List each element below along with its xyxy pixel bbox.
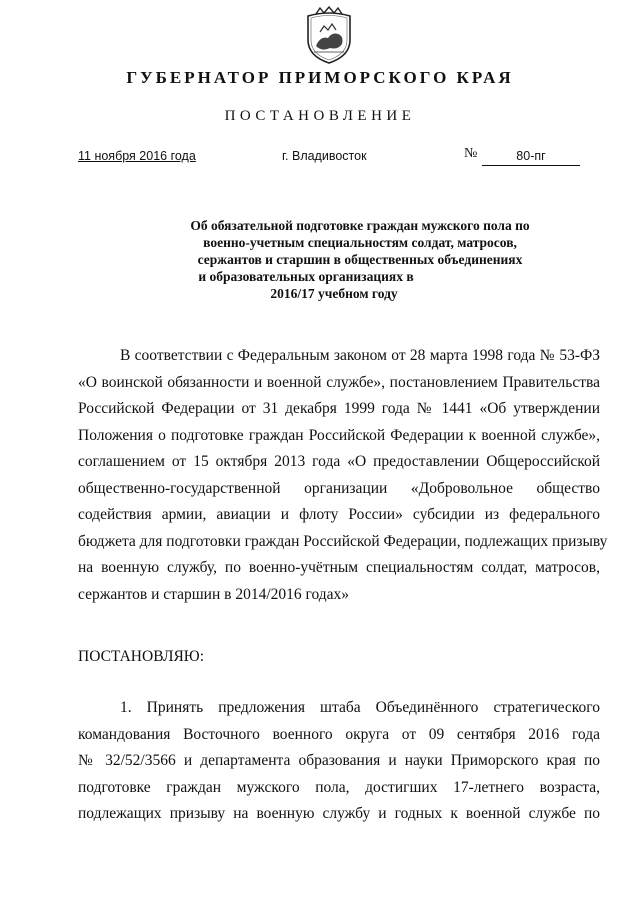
item-1-line: 1. Принять предложения штаба Объединённого стратегического (120, 699, 600, 716)
organization-title: ГУБЕРНАТОР ПРИМОРСКОГО КРАЯ (126, 68, 514, 87)
preamble-line: В соответствии с Федеральным законом от 28 марта 1998 года № 53-ФЗ (120, 347, 600, 364)
subject-line: 2016/17 учебном году (270, 286, 398, 301)
number-sign: № (464, 146, 478, 161)
preamble-line: на военную службу, по военно-учётным специальностям солдат, матросов, (78, 559, 600, 576)
subject-line: сержантов и старшин в общественных объединениях (197, 252, 523, 267)
subject-line: военно-учетным специальностям солдат, матросов, (203, 235, 517, 250)
preamble-line: соглашением от 15 октября 2013 года «О предоставлении Общероссийской (78, 453, 600, 470)
document-date: 11 ноября 2016 года (78, 149, 196, 163)
document-type: ПОСТАНОВЛЕНИЕ (224, 108, 416, 124)
item-1-line: подлежащих призыву на военную службу и годных к военной службе по (78, 805, 600, 822)
preamble-line: общественно-государственной организации «Добровольное общество (78, 479, 600, 497)
item-1-line: № 32/52/3566 и департамента образования и науки Приморского края по (78, 752, 600, 769)
item-1-line: подготовке граждан мужского пола, достигших 17-летнего возраста, (78, 778, 600, 796)
coat-of-arms-icon (302, 6, 356, 66)
preamble-line: «О воинской обязанности и военной службе», постановлением Правительства (78, 373, 600, 391)
preamble-line: бюджета для подготовки граждан Российской Федерации, подлежащих призыву (78, 532, 608, 550)
document-number: 80-пг (482, 149, 580, 166)
preamble-line: содействия армии, авиации и флоту России» субсидии из федерального (78, 506, 600, 523)
item-1-line: командования Восточного военного округа от 09 сентября 2016 года (78, 725, 600, 743)
item-1-paragraph (78, 695, 600, 828)
document-city: г. Владивосток (282, 149, 367, 163)
preamble-paragraph (78, 343, 608, 608)
preamble-line: Российской Федерации от 31 декабря 1999 года № 1441 «Об утверждении (78, 400, 600, 417)
subject-line: Об обязательной подготовке граждан мужского пола по (190, 218, 530, 233)
preamble-line: сержантов и старшин в 2014/2016 годах» (78, 585, 350, 603)
decree-word: ПОСТАНОВЛЯЮ: (78, 648, 205, 665)
document-subject (80, 217, 640, 302)
preamble-line: Положения о подготовке граждан Российской Федерации к военной службе», (78, 426, 600, 444)
subject-line: и образовательных организациях в (198, 269, 414, 284)
